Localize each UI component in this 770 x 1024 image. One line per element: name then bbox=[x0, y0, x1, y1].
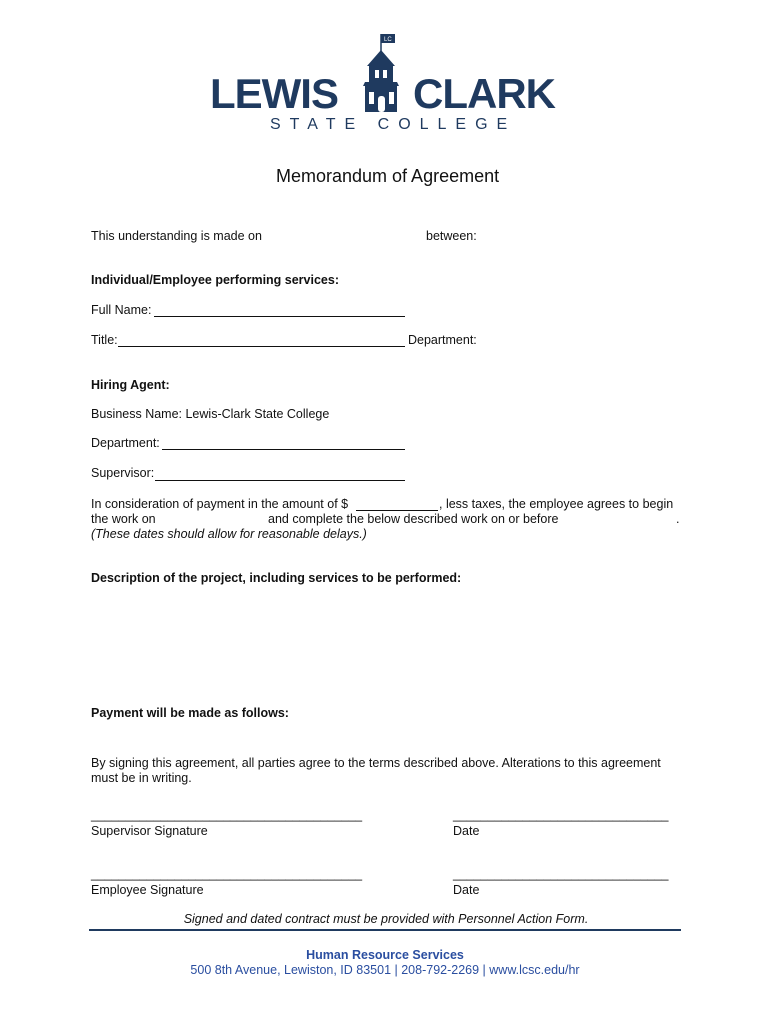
document-title: Memorandum of Agreement bbox=[276, 166, 500, 186]
department-label: Department: bbox=[408, 333, 477, 347]
payment-text-2a: the work on bbox=[91, 512, 156, 526]
clocktower-icon bbox=[353, 30, 413, 114]
hiring-department-field[interactable] bbox=[162, 449, 405, 450]
employee-date-line[interactable]: _______________________________ bbox=[453, 867, 669, 881]
supervisor-label: Supervisor: bbox=[91, 466, 155, 480]
hiring-department-label: Department: bbox=[91, 436, 160, 450]
payment-text-2b: and complete the below described work on or before bbox=[268, 512, 559, 526]
employee-signature-label: Employee Signature bbox=[91, 883, 204, 897]
payment-amount-field[interactable] bbox=[356, 510, 438, 511]
footer-note: Signed and dated contract must be provided with Personnel Action Form. bbox=[183, 912, 589, 926]
terms-line-1: By signing this agreement, all parties agree to the terms described above. Alterations to this agreement bbox=[91, 756, 661, 770]
footer-contact: 500 8th Avenue, Lewiston, ID 83501 | 208-792-2269 | www.lcsc.edu/hr bbox=[190, 963, 580, 977]
title-field[interactable] bbox=[118, 346, 405, 347]
hiring-heading: Hiring Agent: bbox=[91, 378, 170, 392]
full-name-field[interactable] bbox=[154, 316, 405, 317]
individual-heading: Individual/Employee performing services: bbox=[91, 273, 339, 287]
payment-heading: Payment will be made as follows: bbox=[91, 706, 289, 720]
payment-text-2c: . bbox=[676, 512, 680, 526]
logo-word-left: LEWIS bbox=[210, 70, 338, 117]
terms-line-2: must be in writing. bbox=[91, 771, 192, 785]
employee-signature-line[interactable]: _______________________________________ bbox=[91, 867, 363, 881]
supervisor-date-label: Date bbox=[453, 824, 480, 838]
description-heading: Description of the project, including services to be performed: bbox=[91, 571, 462, 585]
logo-subtitle: STATE COLLEGE bbox=[270, 116, 517, 133]
footer-department: Human Resource Services bbox=[306, 948, 464, 962]
between-label: between: bbox=[426, 229, 477, 243]
footer-divider bbox=[89, 929, 681, 931]
full-name-label: Full Name: bbox=[91, 303, 152, 317]
title-label: Title: bbox=[91, 333, 118, 347]
payment-note: (These dates should allow for reasonable delays.) bbox=[91, 527, 367, 541]
business-name: Business Name: Lewis-Clark State College bbox=[91, 407, 330, 421]
supervisor-signature-line[interactable]: _______________________________________ bbox=[91, 808, 363, 822]
supervisor-signature-label: Supervisor Signature bbox=[91, 824, 208, 838]
flag-text: LC bbox=[384, 37, 392, 43]
payment-text-1a: In consideration of payment in the amount of $ bbox=[91, 497, 349, 511]
logo-word-right: CLARK bbox=[413, 70, 555, 117]
payment-text-1b: , less taxes, the employee agrees to begin bbox=[439, 497, 674, 511]
intro-label: This understanding is made on bbox=[91, 229, 262, 243]
employee-date-label: Date bbox=[453, 883, 480, 897]
supervisor-field[interactable] bbox=[155, 480, 405, 481]
supervisor-date-line[interactable]: _______________________________ bbox=[453, 808, 669, 822]
